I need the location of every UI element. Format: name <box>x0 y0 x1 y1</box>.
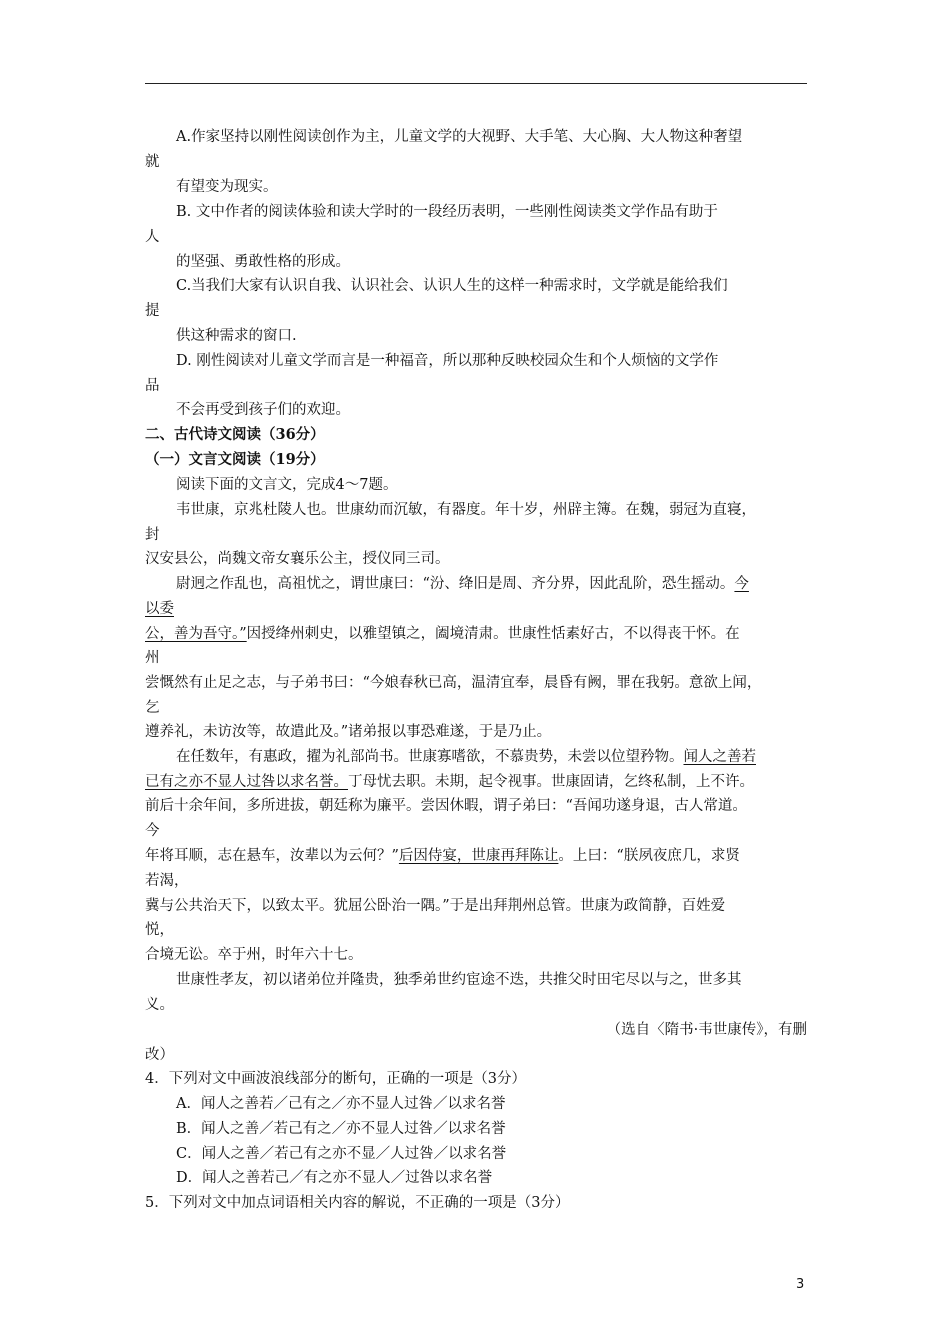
option-c-line1: C.当我们大家有认识自我、认识社会、认识人生的这样一种需求时，文学就是能给我们 <box>176 278 728 294</box>
source-citation: （选自〈隋书·韦世康传》，有删 <box>606 1022 807 1038</box>
question-4-option-d: D．闻人之善若己／有之亦不显人／过咎以求名誉 <box>176 1170 493 1186</box>
instruction: 阅读下面的文言文，完成4～7题。 <box>176 477 398 493</box>
option-a-line3: 有望变为现实。 <box>176 179 278 195</box>
source-citation-end: 改） <box>145 1047 174 1063</box>
passage-line: 悦， <box>145 922 174 938</box>
underlined-text: 后因侍宴，世康再拜陈让 <box>398 848 559 864</box>
passage-line: 前后十余年间，多所进拔，朝廷称为廉平。尝因休暇，谓子弟曰：“吾闻功遂身退，古人常道。 <box>145 798 747 814</box>
question-4-option-c: C．闻人之善／若己有之亦不显／人过咎／以求名誉 <box>176 1146 507 1162</box>
option-b-line3: 的坚强、勇敢性格的形成。 <box>176 254 350 270</box>
passage-line: 尉迥之作乱也，高祖忧之，谓世康曰：“汾、绛旧是周、齐分界，因此乱阶，恐生摇动。今 <box>176 576 749 592</box>
underlined-text: 以委 <box>145 601 174 617</box>
passage-line: 尝慨然有止足之志，与子弟书曰：“今娘春秋已高，温清宜奉，晨昏有阙，罪在我躬。意欲上闻， <box>145 675 762 691</box>
passage-line: 韦世康，京兆杜陵人也。世康幼而沉敏，有器度。年十岁，州辟主簿。在魏，弱冠为直寝， <box>176 502 756 518</box>
passage-line: 在任数年，有惠政，擢为礼部尚书。世康寡嗜欲，不慕贵势，未尝以位望矜物。闻人之善若 <box>176 749 756 765</box>
passage-line: 公，善为吾守。”因授绛州刺史，以雅望镇之，阖境清肃。世康性恬素好古，不以得丧干怀。在 <box>145 626 740 642</box>
question-4-option-b: B．闻人之善／若己有之／亦不显人过咎／以求名誉 <box>176 1121 506 1137</box>
option-d-line3: 不会再受到孩子们的欢迎。 <box>176 402 350 418</box>
passage-line: 冀与公共治天下，以致太平。犹屈公卧治一隅。”于是出拜荆州总管。世康为政简静，百姓爱 <box>145 898 726 914</box>
header-rule <box>145 83 807 84</box>
option-b-line1: B. 文中作者的阅读体验和读大学时的一段经历表明，一些刚性阅读类文学作品有助于 <box>176 204 718 220</box>
option-c-line2: 提 <box>145 303 160 319</box>
wavy-underlined-text: 已有之亦不显人过咎以求名誉。 <box>145 774 348 790</box>
subsection-title: （一）文言文阅读（19分） <box>145 451 325 468</box>
passage-line: 世康性孝友，初以诸弟位并隆贵，独季弟世约宦途不迭，共推父时田宅尽以与之，世多其 <box>176 972 742 988</box>
option-a-line2: 就 <box>145 154 160 170</box>
section-title: 二、古代诗文阅读（36分） <box>145 426 325 443</box>
passage-line <box>145 599 174 619</box>
underlined-text: 今 <box>734 576 749 592</box>
passage-line: 州 <box>145 650 160 666</box>
page-number: 3 <box>796 1277 805 1292</box>
option-d-line1: D. 刚性阅读对儿童文学而言是一种福音，所以那种反映校园众生和个人烦恼的文学作 <box>176 353 719 369</box>
passage-line: 遵养礼，未访汝等，故遣此及。”诸弟报以事恐难遂，于是乃止。 <box>145 724 552 740</box>
underlined-text: 公，善为吾守。” <box>145 626 247 642</box>
passage-line: 今 <box>145 823 160 839</box>
question-4-option-a: A．闻人之善若／己有之／亦不显人过咎／以求名誉 <box>176 1096 506 1112</box>
passage-line: 义。 <box>145 997 174 1013</box>
passage-line: 年将耳顺，志在悬车，汝辈以为云何？”后因侍宴，世康再拜陈让。上曰：“朕夙夜庶几，求贤 <box>145 848 740 864</box>
option-c-line3: 供这种需求的窗口. <box>176 328 297 344</box>
option-d-line2: 品 <box>145 378 160 394</box>
option-a-line1: A.作家坚持以刚性阅读创作为主，儿童文学的大视野、大手笔、大心胸、大人物这种奢望 <box>176 129 743 145</box>
question-5-stem: 5．下列对文中加点词语相关内容的解说，不正确的一项是（3分） <box>145 1195 570 1211</box>
passage-line: 已有之亦不显人过咎以求名誉。丁母忧去职。未期，起令视事。世康固请，乞终私制，上不许。 <box>145 774 754 790</box>
passage-line: 乞 <box>145 700 160 716</box>
question-4-stem: 4．下列对文中画波浪线部分的断句，正确的一项是（3分） <box>145 1071 526 1087</box>
passage-line: 若渴， <box>145 873 189 889</box>
passage-line: 汉安县公，尚魏文帝女襄乐公主，授仪同三司。 <box>145 551 450 567</box>
option-b-line2: 人 <box>145 229 160 245</box>
passage-line: 合境无讼。卒于州，时年六十七。 <box>145 947 363 963</box>
wavy-underlined-text: 闻人之善若 <box>683 749 756 765</box>
passage-line: 封 <box>145 527 160 543</box>
